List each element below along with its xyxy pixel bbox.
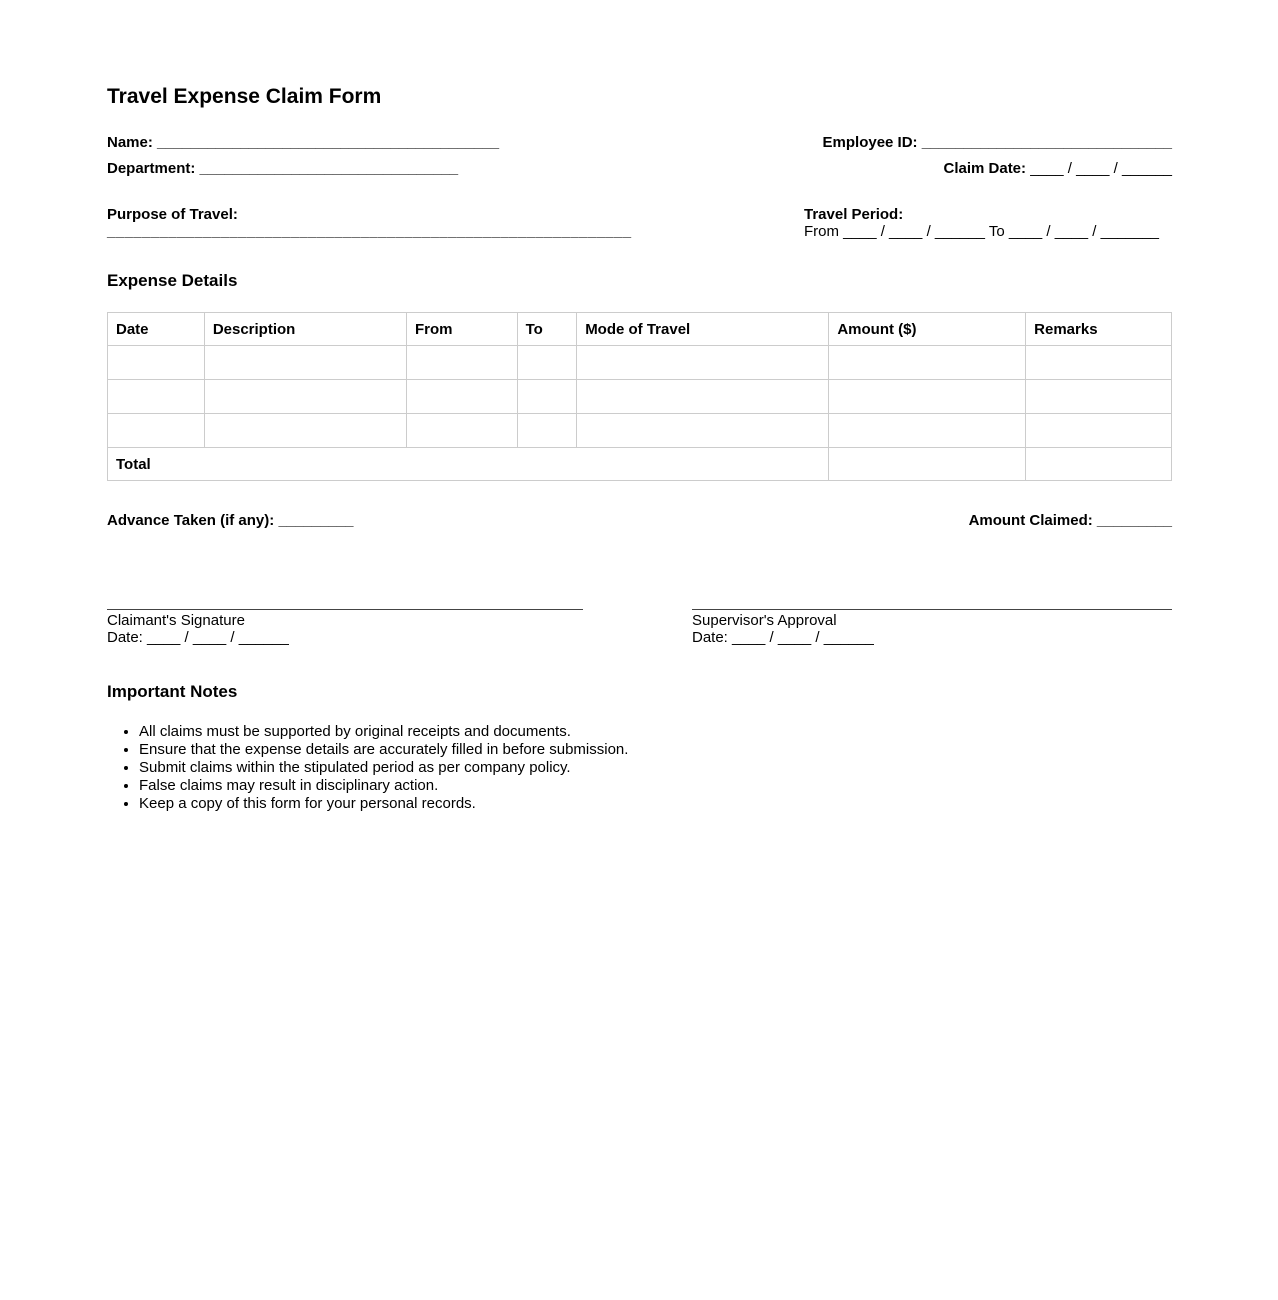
expense-table-body (108, 346, 1172, 448)
signatures-row (107, 609, 1172, 646)
advance-taken-field (107, 512, 354, 529)
total-remarks-cell (1026, 448, 1172, 481)
table-cell (517, 414, 577, 448)
important-notes-list (107, 723, 1172, 813)
claim-date-field (944, 160, 1173, 177)
table-cell (1026, 346, 1172, 380)
expense-details-heading: Expense Details (107, 271, 238, 290)
travel-period-blank-line: From ____ / ____ / ______ To ____ / ____ / _______ (804, 223, 1160, 240)
table-cell (829, 380, 1026, 414)
table-cell (406, 380, 517, 414)
note-item: • Ensure that the expense details are accurately filled in before submission. (139, 741, 1172, 759)
supervisor-approval-block (692, 609, 1172, 646)
amount-claimed-label: Amount Claimed: (968, 512, 1093, 529)
purpose-field (107, 206, 632, 240)
column-header-to: To (517, 313, 577, 346)
employee-id-field (823, 134, 1172, 151)
column-header-mode-of-travel: Mode of Travel (577, 313, 829, 346)
employee-id-label: Employee ID: (822, 134, 918, 151)
table-cell (204, 380, 406, 414)
amount-claimed-field (969, 512, 1172, 529)
purpose-travelperiod-row (107, 206, 1172, 240)
purpose-blank-line: ____________________________________________________________ (107, 223, 632, 240)
table-cell (204, 414, 406, 448)
department-label: Department: (107, 160, 196, 177)
note-item: • False claims may result in disciplinary action. (139, 777, 1172, 795)
table-cell (108, 414, 205, 448)
note-item: • Keep a copy of this form for your personal records. (139, 795, 1172, 813)
total-amount-cell (829, 448, 1026, 481)
supervisor-date-line: Date: ____ / ____ / ______ (692, 629, 874, 646)
form-content (107, 0, 1172, 813)
table-cell (517, 380, 577, 414)
table-cell (1026, 380, 1172, 414)
column-header-date: Date (108, 313, 205, 346)
name-blank-line: _________________________________________ (157, 134, 500, 151)
table-cell (108, 346, 205, 380)
table-cell (204, 346, 406, 380)
employee-id-blank-line: ______________________________ (921, 134, 1172, 151)
table-row (108, 380, 1172, 414)
important-notes-heading: Important Notes (107, 682, 238, 701)
column-header-remarks: Remarks (1026, 313, 1172, 346)
table-cell (829, 414, 1026, 448)
travel-period-field (804, 206, 1172, 240)
travel-period-label: Travel Period: (804, 206, 904, 223)
table-cell (577, 346, 829, 380)
table-cell (406, 346, 517, 380)
claimant-signature-label: Claimant's Signature (107, 612, 245, 629)
department-claimdate-row (107, 160, 1172, 177)
name-field (107, 134, 499, 151)
name-employee-row (107, 134, 1172, 151)
supervisor-approval-label: Supervisor's Approval (692, 612, 837, 629)
claimant-date-line: Date: ____ / ____ / ______ (107, 629, 289, 646)
table-row (108, 346, 1172, 380)
column-header-description: Description (204, 313, 406, 346)
table-cell (517, 346, 577, 380)
column-header-from: From (406, 313, 517, 346)
table-row (108, 414, 1172, 448)
table-cell (108, 380, 205, 414)
advance-taken-blank-line: _________ (278, 512, 354, 529)
table-cell (577, 414, 829, 448)
column-header-amount-: Amount ($) (829, 313, 1026, 346)
table-cell (577, 380, 829, 414)
department-blank-line: _______________________________ (199, 160, 459, 177)
table-cell (406, 414, 517, 448)
amount-claimed-blank-line: _________ (1096, 512, 1172, 529)
note-item: • All claims must be supported by original receipts and documents. (139, 723, 1172, 741)
claim-date-label: Claim Date: (943, 160, 1027, 177)
expense-table (107, 312, 1172, 481)
expense-table-header-row (108, 313, 1172, 346)
advance-taken-label: Advance Taken (if any): (107, 512, 275, 529)
table-cell (1026, 414, 1172, 448)
claimant-signature-block (107, 609, 583, 646)
department-field (107, 160, 458, 177)
claim-date-blank-line: ____ / ____ / ______ (1030, 160, 1172, 177)
expense-table-total-row (108, 448, 1172, 481)
form-title: Travel Expense Claim Form (107, 85, 382, 108)
table-cell (829, 346, 1026, 380)
total-label-cell: Total (108, 448, 829, 481)
note-item: • Submit claims within the stipulated period as per company policy. (139, 759, 1172, 777)
name-label: Name: (107, 134, 153, 151)
purpose-label: Purpose of Travel: (107, 206, 238, 223)
advance-claimed-row (107, 512, 1172, 529)
